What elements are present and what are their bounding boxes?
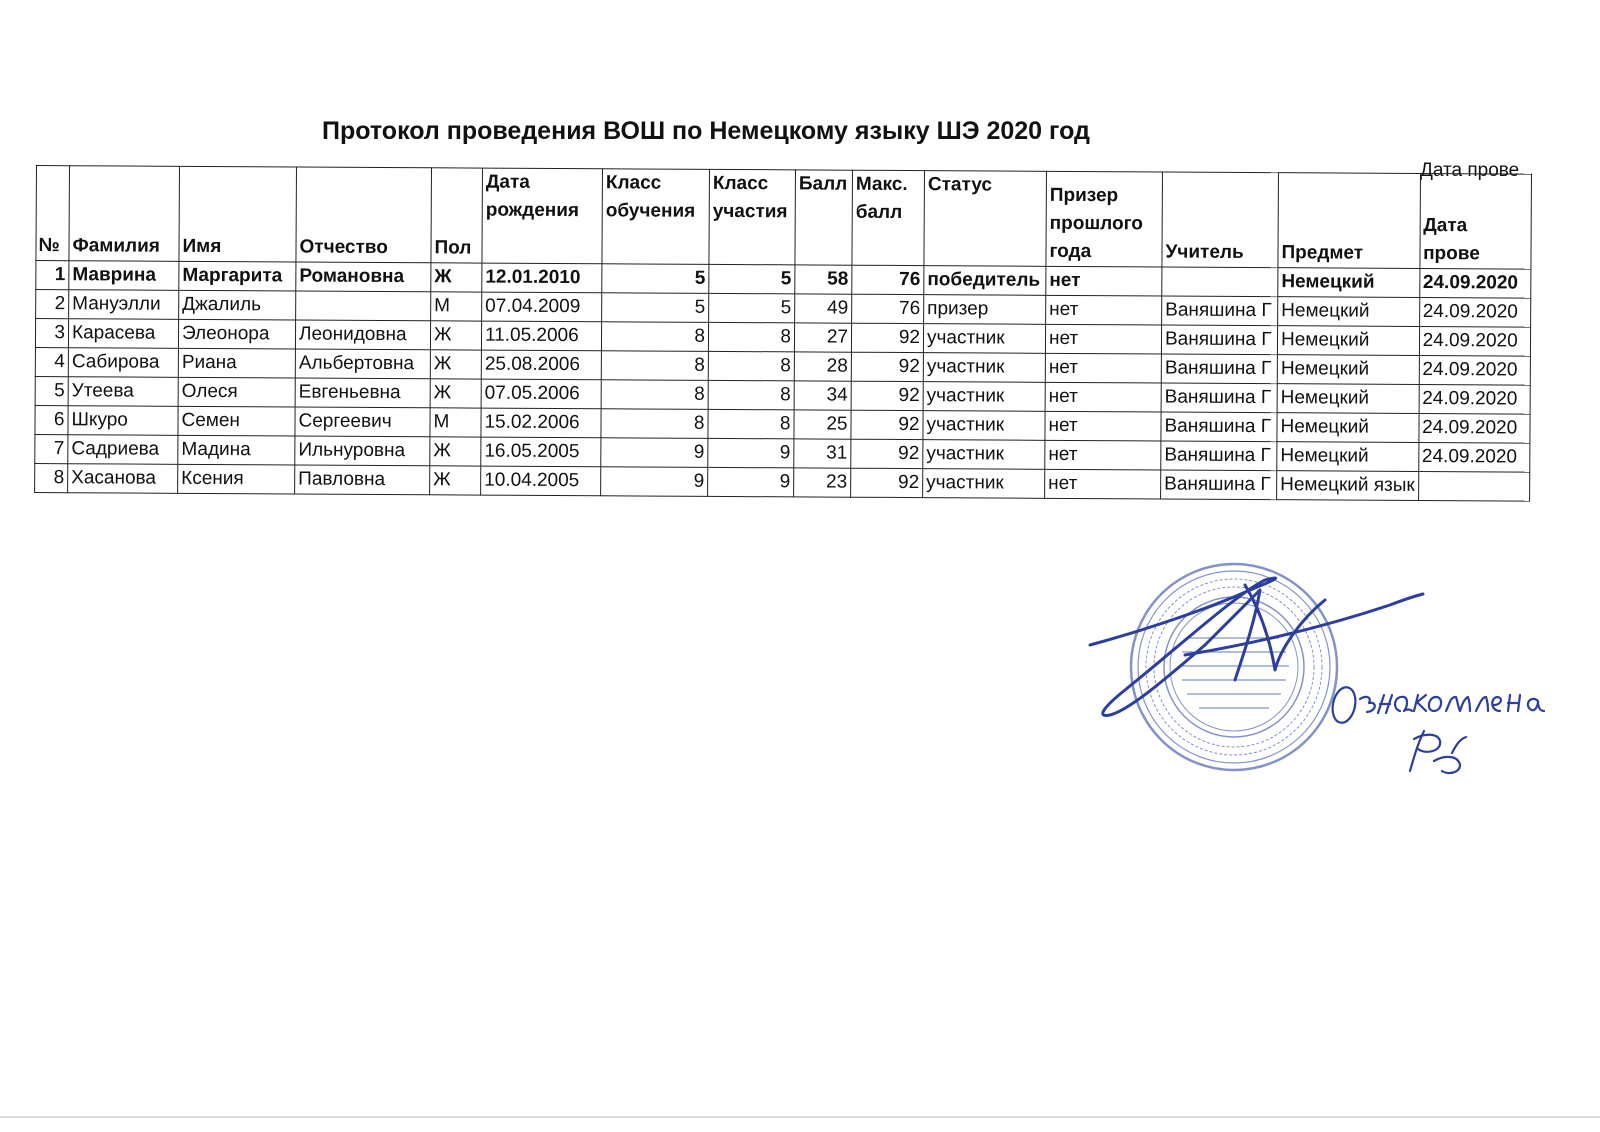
cell-birth-date: 12.01.2010 — [482, 263, 602, 293]
cell-part-class: 8 — [708, 322, 794, 351]
cell-status: участник — [923, 469, 1045, 499]
handwritten-familiar-note — [1330, 675, 1570, 795]
scan-edge — [0, 1116, 1600, 1118]
cell-part-class: 9 — [708, 438, 794, 467]
cell-max-score: 92 — [851, 468, 923, 497]
cell-max-score: 92 — [851, 352, 923, 381]
date-note: Дата прове — [1420, 160, 1520, 181]
cell-name: Маргарита — [179, 261, 296, 291]
cell-part-class: 5 — [709, 264, 795, 293]
cell-max-score: 92 — [851, 381, 923, 410]
header-status: Статус — [924, 171, 1047, 267]
cell-surname: Утеева — [68, 377, 178, 407]
cell-status: участник — [923, 382, 1045, 412]
cell-gender: Ж — [431, 263, 482, 292]
header-row — [36, 166, 1531, 270]
cell-study-class: 9 — [601, 467, 708, 497]
header-birth-date: Дата рождения — [482, 168, 603, 264]
cell-subject: Немецкий — [1277, 355, 1419, 385]
cell-prev-winner: нет — [1045, 411, 1161, 441]
cell-patronymic: Романовна — [296, 262, 431, 292]
cell-patronymic — [296, 291, 431, 321]
cell-date: 24.09.2020 — [1419, 297, 1530, 327]
header-date: Дата прове — [1420, 173, 1532, 269]
cell-patronymic: Ильнуровна — [295, 436, 430, 466]
cell-score: 25 — [794, 410, 851, 439]
cell-prev-winner: нет — [1045, 440, 1161, 470]
header-prev-winner: Призер прошлого года — [1046, 171, 1163, 267]
header-study-class: Класс обучения — [602, 169, 710, 265]
cell-score: 58 — [795, 265, 852, 294]
cell-teacher: Ваняшина Г — [1161, 412, 1277, 442]
cell-name: Мадина — [178, 435, 295, 465]
cell-patronymic: Павловна — [295, 465, 430, 495]
cell-no: 3 — [35, 319, 68, 348]
cell-subject: Немецкий — [1277, 413, 1419, 443]
cell-subject: Немецкий — [1278, 297, 1420, 327]
cell-subject: Немецкий — [1277, 326, 1419, 356]
cell-score: 31 — [794, 439, 851, 468]
cell-gender: Ж — [430, 321, 481, 350]
cell-max-score: 92 — [851, 439, 923, 468]
cell-subject: Немецкий — [1277, 384, 1419, 414]
cell-prev-winner: нет — [1046, 266, 1162, 296]
cell-patronymic: Леонидовна — [295, 320, 430, 350]
cell-patronymic: Альбертовна — [295, 349, 430, 379]
cell-gender: М — [431, 292, 482, 321]
cell-no: 8 — [35, 463, 68, 492]
cell-status: призер — [924, 295, 1046, 325]
cell-gender: Ж — [430, 466, 481, 495]
cell-teacher — [1162, 267, 1278, 297]
header-patronymic: Отчество — [296, 167, 432, 263]
cell-date: 24.09.2020 — [1419, 355, 1530, 385]
cell-surname: Карасева — [68, 319, 178, 349]
cell-study-class: 8 — [601, 322, 708, 352]
header-part-class: Класс участия — [709, 169, 796, 264]
cell-part-class: 8 — [708, 409, 794, 438]
header-gender: Пол — [431, 168, 483, 263]
header-surname: Фамилия — [69, 166, 180, 262]
cell-gender: М — [430, 408, 481, 437]
cell-study-class: 5 — [602, 293, 709, 323]
cell-study-class: 8 — [601, 351, 708, 381]
cell-score: 23 — [794, 468, 851, 497]
cell-teacher: Ваняшина Г — [1161, 354, 1277, 384]
cell-surname: Сабирова — [68, 348, 178, 378]
cell-study-class: 8 — [601, 409, 708, 439]
cell-part-class: 8 — [708, 351, 794, 380]
cell-status: участник — [923, 411, 1045, 441]
cell-date: 24.09.2020 — [1419, 413, 1530, 443]
cell-surname: Шкуро — [68, 406, 178, 436]
cell-name: Элеонора — [178, 319, 295, 349]
cell-max-score: 76 — [852, 265, 924, 294]
cell-max-score: 92 — [851, 410, 923, 439]
protocol-table — [34, 165, 1531, 502]
cell-status: участник — [923, 324, 1045, 354]
cell-no: 5 — [35, 376, 68, 405]
header-max-score: Макс. балл — [852, 170, 925, 265]
cell-surname: Садриева — [68, 435, 178, 465]
cell-prev-winner: нет — [1045, 469, 1161, 499]
cell-teacher: Ваняшина Г — [1162, 296, 1278, 326]
cell-no: 1 — [36, 261, 69, 290]
cell-no: 4 — [35, 347, 68, 376]
cell-birth-date: 15.02.2006 — [481, 408, 601, 438]
cell-prev-winner: нет — [1045, 353, 1161, 383]
cell-name: Риана — [178, 348, 295, 378]
cell-patronymic: Сергеевич — [295, 407, 430, 437]
cell-birth-date: 25.08.2006 — [481, 350, 601, 380]
cell-gender: Ж — [430, 379, 481, 408]
cell-study-class: 8 — [601, 380, 708, 410]
cell-prev-winner: нет — [1045, 324, 1161, 354]
cell-date: 24.09.2020 — [1419, 384, 1530, 414]
cell-date: 24.09.2020 — [1419, 268, 1530, 298]
cell-subject: Немецкий язык — [1277, 471, 1419, 501]
cell-score: 49 — [795, 294, 852, 323]
cell-name: Олеся — [178, 377, 295, 407]
cell-birth-date: 07.05.2006 — [481, 379, 601, 409]
header-teacher: Учитель — [1162, 172, 1279, 268]
cell-score: 28 — [794, 352, 851, 381]
cell-teacher: Ваняшина Г — [1161, 383, 1277, 413]
cell-max-score: 92 — [851, 323, 923, 352]
cell-prev-winner: нет — [1046, 295, 1162, 325]
cell-teacher: Ваняшина Г — [1161, 441, 1277, 471]
cell-no: 7 — [35, 434, 68, 463]
cell-name: Ксения — [178, 464, 295, 494]
cell-status: победитель — [924, 266, 1046, 296]
cell-subject: Немецкий — [1277, 442, 1419, 472]
cell-status: участник — [923, 440, 1045, 470]
cell-gender: Ж — [430, 350, 481, 379]
cell-score: 34 — [794, 381, 851, 410]
cell-birth-date: 10.04.2005 — [481, 466, 601, 496]
cell-name: Джалиль — [179, 290, 296, 320]
cell-prev-winner: нет — [1045, 382, 1161, 412]
cell-study-class: 5 — [602, 264, 709, 294]
cell-part-class: 8 — [708, 380, 794, 409]
cell-score: 27 — [794, 323, 851, 352]
cell-date: 24.09.2020 — [1419, 326, 1530, 356]
cell-subject: Немецкий — [1278, 268, 1420, 298]
cell-part-class: 9 — [708, 467, 794, 496]
cell-date: 24.09.2020 — [1418, 442, 1529, 472]
header-score: Балл — [795, 170, 853, 265]
page-title: Протокол проведения ВОШ по Немецкому языку ШЭ 2020 год — [322, 117, 1090, 145]
cell-patronymic: Евгеньевна — [295, 378, 430, 408]
header-subject: Предмет — [1278, 173, 1420, 269]
header-no: № — [36, 166, 70, 261]
cell-teacher: Ваняшина Г — [1161, 325, 1277, 355]
cell-no: 2 — [36, 290, 69, 319]
cell-max-score: 76 — [852, 294, 924, 323]
cell-name: Семен — [178, 406, 295, 436]
cell-gender: Ж — [430, 437, 481, 466]
cell-surname: Мануэлли — [69, 290, 179, 320]
header-name: Имя — [179, 166, 297, 262]
cell-birth-date: 16.05.2005 — [481, 437, 601, 467]
cell-birth-date: 07.04.2009 — [482, 292, 602, 322]
cell-teacher: Ваняшина Г — [1161, 470, 1277, 500]
cell-birth-date: 11.05.2006 — [481, 321, 601, 351]
cell-part-class: 5 — [709, 293, 795, 322]
cell-study-class: 9 — [601, 438, 708, 468]
cell-status: участник — [923, 353, 1045, 383]
cell-surname: Хасанова — [68, 464, 178, 494]
cell-no: 6 — [35, 405, 68, 434]
cell-surname: Маврина — [69, 261, 179, 291]
cell-date — [1418, 471, 1529, 501]
